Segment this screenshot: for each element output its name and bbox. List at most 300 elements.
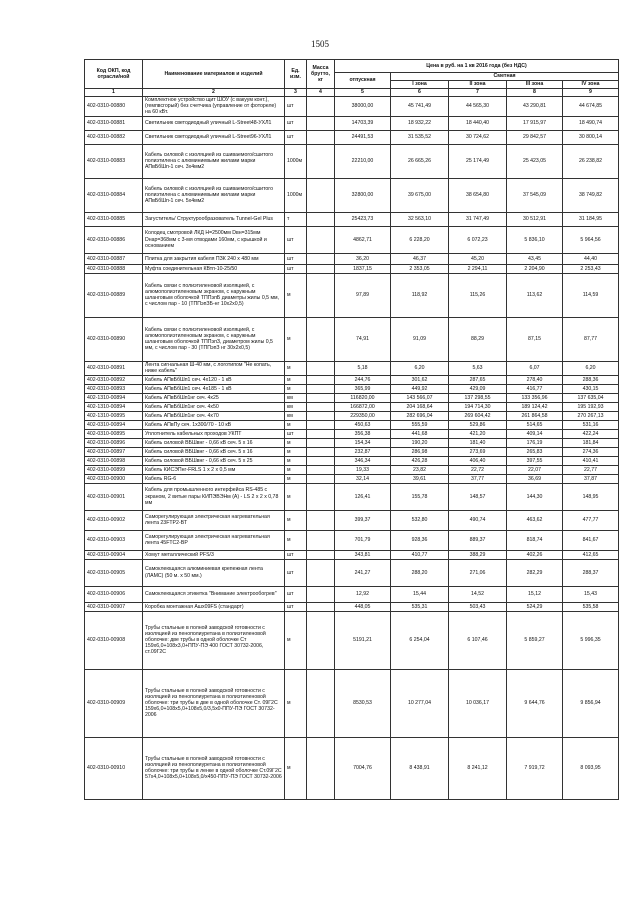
- item-unit: шт: [285, 97, 307, 117]
- item-unit: м: [285, 483, 307, 510]
- price-zone4: 37,87: [563, 474, 619, 483]
- price-release: 126,41: [335, 483, 391, 510]
- price-zone3: 189 124,42: [507, 402, 563, 411]
- item-unit: шт: [285, 602, 307, 611]
- item-mass: [307, 474, 335, 483]
- item-unit: м: [285, 474, 307, 483]
- price-release: 22210,00: [335, 144, 391, 178]
- table-row: [85, 97, 619, 117]
- item-unit: м: [285, 420, 307, 429]
- price-zone1: 301,62: [391, 375, 449, 384]
- price-release: 1837,15: [335, 264, 391, 273]
- item-unit: м: [285, 530, 307, 550]
- table-row: [85, 550, 619, 559]
- item-name: Трубы стальные в полной заводской готовности с изоляцией из пенополиуретана в полиэтиленовой оболочке: три трубы в две в одной оболочке Ст. 09Г2С 159х6,0+108х5,0+108х5,0/3,5х0-ППУ-ПЭ ГОСТ 30732-2006: [143, 669, 285, 737]
- item-code: 402-0310-00883: [85, 144, 143, 178]
- price-zone4: 181,84: [563, 438, 619, 447]
- table-row: [85, 510, 619, 530]
- item-name: Кабель силовой ВБШвнг - 0,66 кВ сеч. 5 х 25: [143, 456, 285, 465]
- item-code: 402-0310-00897: [85, 447, 143, 456]
- header-name: Наименование материалов и изделий: [143, 60, 285, 89]
- price-zone3: 402,26: [507, 550, 563, 559]
- price-release: 32,14: [335, 474, 391, 483]
- price-zone1: 410,77: [391, 550, 449, 559]
- table-row: [85, 530, 619, 550]
- header-zone1: I зона: [391, 81, 449, 89]
- price-zone2: 287,65: [449, 375, 507, 384]
- price-zone4: 15,43: [563, 586, 619, 602]
- price-release: 24491,53: [335, 130, 391, 144]
- header-mass: Масса брутто, кг: [307, 60, 335, 89]
- price-zone4: 114,59: [563, 273, 619, 317]
- item-mass: [307, 393, 335, 402]
- price-zone2: 30 724,62: [449, 130, 507, 144]
- item-mass: [307, 483, 335, 510]
- price-zone3: 416,77: [507, 384, 563, 393]
- item-code: 402-0310-00900: [85, 474, 143, 483]
- item-name: Самоклеющаяся алюминиевая крепежная лента (ЛАМС) (50 м. х 50 мм.): [143, 559, 285, 586]
- price-zone3: 87,15: [507, 317, 563, 361]
- item-unit: м: [285, 273, 307, 317]
- price-zone2: 889,37: [449, 530, 507, 550]
- price-zone2: 31 747,49: [449, 212, 507, 226]
- price-zone1: 6 254,04: [391, 611, 449, 669]
- price-release: 343,81: [335, 550, 391, 559]
- price-zone1: 286,98: [391, 447, 449, 456]
- price-release: 450,63: [335, 420, 391, 429]
- item-name: Хомут металлический PFS/3: [143, 550, 285, 559]
- item-name: Уплотнитель кабельных проходов УКПТ: [143, 429, 285, 438]
- price-zone3: 397,55: [507, 456, 563, 465]
- item-name: Муфта соединительная КВтп-10-25/50: [143, 264, 285, 273]
- price-zone2: 406,40: [449, 456, 507, 465]
- price-release: 12,92: [335, 586, 391, 602]
- price-table: [84, 59, 619, 800]
- table-row: [85, 317, 619, 361]
- price-zone4: 5 964,56: [563, 226, 619, 253]
- price-zone1: 18 932,22: [391, 116, 449, 130]
- table-row: [85, 361, 619, 375]
- price-zone3: 37 545,09: [507, 178, 563, 212]
- price-release: 701,79: [335, 530, 391, 550]
- item-code: 402-0310-00899: [85, 465, 143, 474]
- table-row: [85, 465, 619, 474]
- price-zone4: 477,77: [563, 510, 619, 530]
- item-unit: шт: [285, 559, 307, 586]
- price-zone4: 44 674,85: [563, 97, 619, 117]
- item-mass: [307, 465, 335, 474]
- price-zone4: 18 490,74: [563, 116, 619, 130]
- price-zone3: 30 512,91: [507, 212, 563, 226]
- item-code: 402-0310-00901: [85, 483, 143, 510]
- item-name: Плитка для закрытия кабеля ПЗК 240 х 480 мм: [143, 253, 285, 264]
- price-release: 399,37: [335, 510, 391, 530]
- price-zone2: 22,72: [449, 465, 507, 474]
- price-zone4: 412,65: [563, 550, 619, 559]
- price-zone1: 39,61: [391, 474, 449, 483]
- price-release: 232,87: [335, 447, 391, 456]
- col-index: 7: [449, 89, 507, 97]
- price-zone1: 31 535,52: [391, 130, 449, 144]
- item-name: Светильник светодиодный уличный L-Street48-УХЛ1: [143, 116, 285, 130]
- item-mass: [307, 550, 335, 559]
- price-zone2: 181,40: [449, 438, 507, 447]
- price-zone4: 531,16: [563, 420, 619, 429]
- item-code: 402-0310-00888: [85, 264, 143, 273]
- price-zone1: 6,20: [391, 361, 449, 375]
- price-zone1: 39 675,00: [391, 178, 449, 212]
- price-zone3: 514,65: [507, 420, 563, 429]
- price-zone4: 422,24: [563, 429, 619, 438]
- price-zone2: 529,86: [449, 420, 507, 429]
- table-row: [85, 447, 619, 456]
- item-name: Кабель КИСЭПнг-FRLS 1 х 2 х 0,5 мм: [143, 465, 285, 474]
- price-zone2: 44 565,30: [449, 97, 507, 117]
- item-mass: [307, 212, 335, 226]
- price-release: 32800,00: [335, 178, 391, 212]
- price-zone4: 31 184,95: [563, 212, 619, 226]
- price-zone4: 148,95: [563, 483, 619, 510]
- item-mass: [307, 144, 335, 178]
- item-name: Кабель для промышленного интерфейса RS-485 с экраном, 2 витые пары КИПЭВЭНм (А) - LS 2 х 2 х 0,78 мм: [143, 483, 285, 510]
- price-zone2: 194 714,30: [449, 402, 507, 411]
- price-release: 116820,00: [335, 393, 391, 402]
- price-zone4: 5 996,35: [563, 611, 619, 669]
- table-row: [85, 384, 619, 393]
- price-zone3: 265,83: [507, 447, 563, 456]
- item-code: 402-1310-00895: [85, 411, 143, 420]
- item-mass: [307, 669, 335, 737]
- item-unit: м: [285, 361, 307, 375]
- item-name: Лента сигнальная Ш-40 мм, с логотипом "Не копать, ниже кабель": [143, 361, 285, 375]
- item-name: Кабель силовой ВБШвнг - 0,66 кВ сеч. 5 х 16: [143, 438, 285, 447]
- price-zone2: 38 654,80: [449, 178, 507, 212]
- price-zone3: 36,69: [507, 474, 563, 483]
- item-name: Загуститель/ Структурообразователь Tunnel-Gel Plus: [143, 212, 285, 226]
- page-number: 1505: [311, 39, 329, 49]
- col-index: 5: [335, 89, 391, 97]
- price-zone3: 29 842,57: [507, 130, 563, 144]
- item-unit: шт: [285, 586, 307, 602]
- item-mass: [307, 384, 335, 393]
- item-mass: [307, 361, 335, 375]
- price-zone1: 46,37: [391, 253, 449, 264]
- item-mass: [307, 611, 335, 669]
- item-name: Комплектное устройство щит ШОУ (с вакуум конт.), (гемпвсгорый) без счетчика (управление от фотореле) на 60 кВт.: [143, 97, 285, 117]
- price-release: 8530,53: [335, 669, 391, 737]
- item-unit: шт: [285, 116, 307, 130]
- item-unit: м: [285, 465, 307, 474]
- price-release: 5191,21: [335, 611, 391, 669]
- price-zone2: 273,69: [449, 447, 507, 456]
- item-unit: км: [285, 411, 307, 420]
- price-zone3: 113,62: [507, 273, 563, 317]
- table-row: [85, 586, 619, 602]
- header-zone2: II зона: [449, 81, 507, 89]
- item-code: 402-0310-00910: [85, 737, 143, 799]
- price-zone2: 18 440,40: [449, 116, 507, 130]
- price-zone3: 5 859,27: [507, 611, 563, 669]
- header-zone3: III зона: [507, 81, 563, 89]
- price-release: 448,05: [335, 602, 391, 611]
- price-release: 244,76: [335, 375, 391, 384]
- price-zone1: 441,68: [391, 429, 449, 438]
- price-zone4: 38 749,82: [563, 178, 619, 212]
- item-name: Кабель связи с полиэтиленовой изоляцией, с алюмополиэтиленовым экраном, с наружным шланговым оболочкой ТППэпБ диаметры жилы 0,5 мм, с числом пар - 10 (ТППэпЗБ-нг 10х2х0,5): [143, 273, 285, 317]
- item-code: 402-0310-00884: [85, 178, 143, 212]
- item-unit: км: [285, 393, 307, 402]
- item-name: Светильник светодиодный уличный L-Street96-УХЛ1: [143, 130, 285, 144]
- price-zone2: 25 174,49: [449, 144, 507, 178]
- item-unit: т: [285, 212, 307, 226]
- price-zone4: 410,41: [563, 456, 619, 465]
- item-mass: [307, 530, 335, 550]
- item-name: Кабель RG-6: [143, 474, 285, 483]
- price-zone1: 449,92: [391, 384, 449, 393]
- table-row: [85, 393, 619, 402]
- price-zone3: 261 864,58: [507, 411, 563, 420]
- item-name: Трубы стальные в полной заводской готовности с изоляцией из пенополиуретана в полиэтиленовой оболочке: три трубы в ленке в одной оболочке Ст.09Г2С 57х4,0+108х5,0+108х5,0/х450-ППУ-ПЭ ГОСТ 30732-2006: [143, 737, 285, 799]
- item-mass: [307, 559, 335, 586]
- item-code: 402-1310-00894: [85, 393, 143, 402]
- price-zone4: 841,67: [563, 530, 619, 550]
- price-zone4: 535,58: [563, 602, 619, 611]
- price-zone2: 37,77: [449, 474, 507, 483]
- item-code: 402-0310-00886: [85, 226, 143, 253]
- price-zone1: 204 168,64: [391, 402, 449, 411]
- item-mass: [307, 420, 335, 429]
- price-zone1: 2 353,05: [391, 264, 449, 273]
- table-row: [85, 669, 619, 737]
- price-zone2: 137 298,55: [449, 393, 507, 402]
- price-zone4: 26 238,82: [563, 144, 619, 178]
- price-release: 356,38: [335, 429, 391, 438]
- item-name: Кабель АПвПу сеч. 1х300/70 - 10 кВ: [143, 420, 285, 429]
- price-zone3: 9 644,76: [507, 669, 563, 737]
- item-unit: м: [285, 737, 307, 799]
- price-zone2: 14,52: [449, 586, 507, 602]
- item-code: 402-0310-00885: [85, 212, 143, 226]
- item-code: 402-0310-00895: [85, 429, 143, 438]
- table-row: [85, 420, 619, 429]
- table-row: [85, 375, 619, 384]
- item-mass: [307, 97, 335, 117]
- item-mass: [307, 273, 335, 317]
- price-zone2: 503,43: [449, 602, 507, 611]
- table-row: [85, 429, 619, 438]
- item-mass: [307, 510, 335, 530]
- item-name: Саморегулирующая электрическая нагревательная лента 23FTP2-BT: [143, 510, 285, 530]
- header-price-title: Цена в руб. на 1 кв 2016 года (без НДС): [335, 60, 619, 73]
- price-zone3: 5 836,10: [507, 226, 563, 253]
- item-code: 402-0310-00903: [85, 530, 143, 550]
- price-release: 166872,00: [335, 402, 391, 411]
- price-zone1: 426,28: [391, 456, 449, 465]
- price-zone4: 288,36: [563, 375, 619, 384]
- price-zone1: 15,44: [391, 586, 449, 602]
- price-release: 14703,39: [335, 116, 391, 130]
- item-unit: шт: [285, 226, 307, 253]
- price-zone1: 532,80: [391, 510, 449, 530]
- price-zone1: 6 228,20: [391, 226, 449, 253]
- item-code: 402-0310-00889: [85, 273, 143, 317]
- header-release: отпускная: [335, 73, 391, 89]
- item-unit: м: [285, 438, 307, 447]
- item-unit: шт: [285, 264, 307, 273]
- price-zone4: 2 253,43: [563, 264, 619, 273]
- price-zone3: 7 919,72: [507, 737, 563, 799]
- price-zone3: 6,07: [507, 361, 563, 375]
- price-zone2: 269 604,42: [449, 411, 507, 420]
- header-estimate: Сметная: [391, 73, 619, 81]
- item-name: Кабель АПвБбШп1 сеч. 4х120 - 1 кВ: [143, 375, 285, 384]
- table-row: [85, 402, 619, 411]
- item-name: Кабель АПвБбШп1нг сеч. 4х25: [143, 393, 285, 402]
- price-zone1: 10 277,04: [391, 669, 449, 737]
- item-code: 402-0310-00880: [85, 97, 143, 117]
- item-name: Коробка монтажная Ашх09FS (стандарт): [143, 602, 285, 611]
- item-unit: м: [285, 510, 307, 530]
- price-zone3: 15,12: [507, 586, 563, 602]
- item-code: 402-0310-00896: [85, 438, 143, 447]
- item-unit: м: [285, 317, 307, 361]
- price-release: 7004,76: [335, 737, 391, 799]
- table-row: [85, 144, 619, 178]
- item-mass: [307, 264, 335, 273]
- price-zone2: 271,06: [449, 559, 507, 586]
- price-zone4: 430,15: [563, 384, 619, 393]
- price-zone4: 137 635,04: [563, 393, 619, 402]
- item-unit: м: [285, 384, 307, 393]
- item-name: Трубы стальные в полной заводской готовности с изоляцией из пенополиуретана в полиэтиленовой оболочке: две трубы в одной оболочке Ст 159х6,0+108х3,0+ППУ-ПЭ 400 ГОСТ 30732-2006, ст.09Г2С: [143, 611, 285, 669]
- price-release: 229350,00: [335, 411, 391, 420]
- table-row: [85, 212, 619, 226]
- item-unit: м: [285, 611, 307, 669]
- item-code: 402-0310-00882: [85, 130, 143, 144]
- table-row: [85, 116, 619, 130]
- item-mass: [307, 130, 335, 144]
- col-index: 9: [563, 89, 619, 97]
- price-zone2: 88,29: [449, 317, 507, 361]
- item-code: 402-0310-00893: [85, 384, 143, 393]
- price-zone4: 8 093,95: [563, 737, 619, 799]
- price-zone3: 176,19: [507, 438, 563, 447]
- item-code: 402-0310-00881: [85, 116, 143, 130]
- price-zone2: 45,20: [449, 253, 507, 264]
- price-zone4: 22,77: [563, 465, 619, 474]
- price-zone1: 91,09: [391, 317, 449, 361]
- table-row: [85, 611, 619, 669]
- item-code: 402-0310-00891: [85, 361, 143, 375]
- item-code: 402-0310-00908: [85, 611, 143, 669]
- item-mass: [307, 375, 335, 384]
- price-zone4: 270 267,13: [563, 411, 619, 420]
- item-code: 402-0310-00907: [85, 602, 143, 611]
- price-zone3: 144,30: [507, 483, 563, 510]
- price-zone4: 44,40: [563, 253, 619, 264]
- item-code: 402-0310-00887: [85, 253, 143, 264]
- price-release: 74,91: [335, 317, 391, 361]
- price-zone3: 463,62: [507, 510, 563, 530]
- price-zone2: 429,09: [449, 384, 507, 393]
- item-name: Кабель АПвБбШп1 сеч. 4х185 - 1 кВ: [143, 384, 285, 393]
- item-mass: [307, 226, 335, 253]
- item-mass: [307, 438, 335, 447]
- item-code: 402-1310-00894: [85, 402, 143, 411]
- price-zone1: 143 566,07: [391, 393, 449, 402]
- item-code: 402-0310-00894: [85, 420, 143, 429]
- item-name: Кабель связи с полиэтиленовой изоляцией, с алюмополиэтиленовым экраном, с наружным шланговым оболочкой ТППэпЗ, диаметром жилы 0,5 мм, с числом пар - 30 (ТППэпЗ нг 30х2х0,5): [143, 317, 285, 361]
- item-unit: м: [285, 447, 307, 456]
- item-code: 402-0310-00906: [85, 586, 143, 602]
- table-row: [85, 474, 619, 483]
- price-zone3: 22,07: [507, 465, 563, 474]
- price-zone2: 6 107,46: [449, 611, 507, 669]
- table-row: [85, 411, 619, 420]
- price-zone1: 555,59: [391, 420, 449, 429]
- table-row: [85, 438, 619, 447]
- item-unit: км: [285, 402, 307, 411]
- price-zone4: 288,37: [563, 559, 619, 586]
- item-name: Кабель силовой ВБШвнг - 0,66 кВ сеч. 5 х 16: [143, 447, 285, 456]
- item-name: Кабель АПвБбШп1нг сеч. 4х50: [143, 402, 285, 411]
- table-row: [85, 602, 619, 611]
- table-row: [85, 737, 619, 799]
- price-zone1: 155,78: [391, 483, 449, 510]
- price-zone1: 32 563,10: [391, 212, 449, 226]
- price-zone3: 43 290,81: [507, 97, 563, 117]
- price-zone3: 524,29: [507, 602, 563, 611]
- price-release: 25423,73: [335, 212, 391, 226]
- col-index: 6: [391, 89, 449, 97]
- item-mass: [307, 737, 335, 799]
- item-code: 402-0310-00909: [85, 669, 143, 737]
- item-mass: [307, 317, 335, 361]
- price-zone2: 8 241,12: [449, 737, 507, 799]
- item-unit: шт: [285, 130, 307, 144]
- col-index: 8: [507, 89, 563, 97]
- item-code: 402-0310-00890: [85, 317, 143, 361]
- price-zone2: 388,29: [449, 550, 507, 559]
- item-unit: 1000м: [285, 144, 307, 178]
- item-code: 402-0310-00902: [85, 510, 143, 530]
- price-zone2: 421,20: [449, 429, 507, 438]
- item-mass: [307, 456, 335, 465]
- item-name: Колодец смотровой ЛКД Н=2500мм Dвн=315мм Dнар=368мм с 3-мя отводами 160мм, с крышкой и основанием: [143, 226, 285, 253]
- item-mass: [307, 411, 335, 420]
- price-zone2: 10 036,17: [449, 669, 507, 737]
- price-release: 346,34: [335, 456, 391, 465]
- price-zone4: 195 192,93: [563, 402, 619, 411]
- item-unit: м: [285, 375, 307, 384]
- item-code: 402-0310-00904: [85, 550, 143, 559]
- price-zone1: 45 741,49: [391, 97, 449, 117]
- price-zone3: 282,29: [507, 559, 563, 586]
- price-release: 154,34: [335, 438, 391, 447]
- item-name: Саморегулирующая электрическая нагревательная лента 45FTC2-BP: [143, 530, 285, 550]
- header-code: Код ОКП, код отрасли/ной: [85, 60, 143, 89]
- price-zone2: 115,26: [449, 273, 507, 317]
- table-row: [85, 253, 619, 264]
- table-row: [85, 456, 619, 465]
- item-mass: [307, 602, 335, 611]
- price-release: 38000,00: [335, 97, 391, 117]
- item-name: Кабель АПвБбШп1нг сеч. 4х70: [143, 411, 285, 420]
- item-unit: шт: [285, 429, 307, 438]
- price-zone2: 2 294,11: [449, 264, 507, 273]
- header-unit: Ед. изм.: [285, 60, 307, 89]
- item-code: 402-0310-00892: [85, 375, 143, 384]
